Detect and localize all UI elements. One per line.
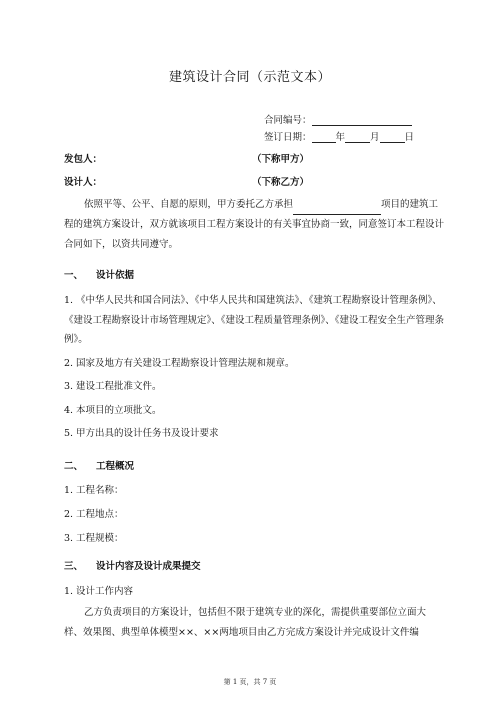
list-item	[64, 424, 444, 444]
document-title: 建筑设计合同（示范文本）	[168, 70, 331, 85]
item-number: 4.	[64, 405, 74, 416]
sign-date-line	[264, 129, 414, 143]
sign-date-label: 签订日期：	[264, 132, 312, 143]
intro-part2: 项目的建筑工程的建筑方案设计，双方就该项目工程方案设计的有关事宜协商一致，同意签订本工程设计合同如下，以资共同遵守。	[64, 199, 445, 250]
sign-date-year-blank	[312, 131, 336, 143]
item-text: 建设工程批准文件。	[76, 381, 162, 392]
item-number: 1.	[64, 586, 74, 597]
item-number: 1.	[64, 485, 74, 496]
item-number: 3.	[64, 533, 74, 544]
employer-alias: （下称甲方）	[252, 154, 310, 165]
sign-date-month-label: 月	[370, 132, 380, 143]
section-number: 三、	[64, 561, 84, 572]
item-number: 3.	[64, 381, 74, 392]
sign-date-year-label: 年	[335, 132, 346, 143]
item-number: 2.	[64, 509, 74, 520]
section-title: 工程概况	[96, 461, 135, 472]
contract-number-line	[264, 112, 412, 126]
item-number: 2.	[64, 358, 74, 369]
sign-date-day-blank	[380, 131, 405, 143]
contract-number-label: 合同编号：	[264, 115, 312, 126]
list-item	[64, 291, 444, 350]
list-item	[64, 354, 444, 374]
section-title: 设计内容及设计成果提交	[96, 561, 201, 572]
list-item	[64, 505, 444, 525]
sign-date-day-label: 日	[404, 132, 415, 143]
list-item	[64, 401, 444, 421]
intro-part1: 依照平等、公平、自愿的原则，甲方委托乙方承担	[84, 199, 294, 210]
item-text: 《中华人民共和国合同法》、《中华人民共和国建筑法》、《建筑工程勘察设计管理条例》、《建设工程勘察设计市场管理规定》、《建设工程质量管理条例》、《建设工程安全生产管理条例》。	[64, 295, 445, 345]
item-text: 国家及地方有关建设工程勘察设计管理法规和规章。	[76, 358, 295, 369]
contract-number-blank	[312, 114, 412, 126]
item-text: 设计工作内容	[76, 586, 134, 597]
designer-alias: （下称乙方）	[252, 177, 310, 188]
list-item	[64, 377, 444, 397]
item-text: 工程规模：	[76, 533, 124, 544]
designer-label: 设计人：	[64, 177, 103, 188]
section-number: 一、	[64, 270, 84, 281]
section-heading-2	[64, 458, 134, 472]
item-text: 本项目的立项批文。	[76, 405, 162, 416]
section-number: 二、	[64, 461, 84, 472]
item-text: 工程地点：	[76, 509, 124, 520]
item-number: 5.	[64, 428, 74, 439]
item-number: 1.	[64, 295, 74, 306]
item-text: 甲方出具的设计任务书及设计要求	[76, 428, 219, 439]
item-text: 工程名称：	[76, 485, 124, 496]
intro-paragraph	[64, 195, 444, 255]
list-item	[64, 481, 444, 501]
section-heading-1	[64, 267, 134, 281]
sign-date-month-blank	[345, 131, 370, 143]
project-name-blank	[293, 203, 381, 215]
section-heading-3	[64, 558, 201, 572]
section-title: 设计依据	[96, 270, 135, 281]
list-item	[64, 582, 444, 602]
employer-label: 发包人：	[64, 154, 103, 165]
page-footer: 第 1 页，共 7 页	[223, 678, 277, 686]
content-paragraph: 乙方负责项目的方案设计，包括但不限于建筑专业的深化，需提供重要部位立面大样、效果图、典型单体模型××、××两地项目由乙方完成方案设计并完成设计文件编	[64, 607, 427, 638]
list-item	[64, 529, 444, 549]
